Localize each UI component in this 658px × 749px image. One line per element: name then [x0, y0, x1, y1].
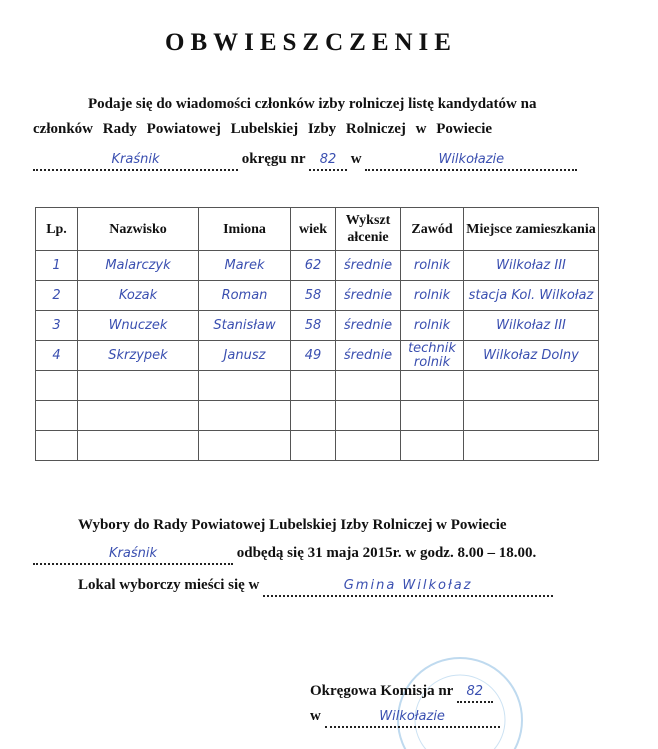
table-cell [36, 341, 78, 371]
header-wiek: wiek [291, 208, 336, 251]
cell-text: Skrzypek [108, 347, 168, 363]
cell-text: 3 [52, 317, 61, 333]
table-cell [36, 281, 78, 311]
table-cell [199, 251, 291, 281]
handwritten-commission-nr: 82 [457, 683, 493, 703]
header-imiona: Imiona [199, 208, 291, 251]
table-cell [199, 401, 291, 431]
cell-text: Wnuczek [108, 317, 168, 333]
table-row [36, 431, 599, 461]
commission-line [310, 680, 493, 703]
table-cell [78, 431, 199, 461]
intro-line-3 [33, 148, 577, 171]
cell-text: Stanisław [213, 317, 276, 333]
table-cell [36, 401, 78, 431]
cell-text: Wilkołaz Dolny [483, 347, 579, 363]
election-date-text: odbędą się 31 maja 2015r. w godz. 8.00 – 18.00. [236, 545, 537, 561]
footer-line-3 [78, 574, 553, 597]
cell-text: 49 [304, 347, 322, 363]
intro-line-1: Podaje się do wiadomości członków izby rolniczej listę kandydatów na [88, 96, 537, 112]
cell-text: 62 [304, 257, 322, 273]
cell-text: średnie [343, 287, 393, 303]
table-row [36, 401, 599, 431]
cell-text: 1 [52, 257, 61, 273]
table-cell [291, 251, 336, 281]
cell-text: Wilkołaz III [496, 257, 566, 273]
candidates-table [35, 207, 599, 461]
lokal-label: Lokal wyborczy mieści się w [78, 577, 260, 593]
cell-text: 2 [52, 287, 61, 303]
table-row [36, 281, 599, 311]
cell-text: Janusz [223, 347, 266, 363]
table-cell [199, 431, 291, 461]
cell-text: rolnik [413, 287, 451, 303]
table-cell [401, 341, 464, 371]
table-cell [401, 281, 464, 311]
cell-text: rolnik [413, 317, 451, 333]
document-title: OBWIESZCZENIE [165, 29, 457, 56]
table-cell [291, 371, 336, 401]
table-cell [291, 341, 336, 371]
table-header-row [36, 208, 599, 251]
commission-w-line [310, 705, 500, 728]
table-cell [464, 251, 599, 281]
table-cell [199, 341, 291, 371]
cell-text: średnie [343, 347, 393, 363]
table-row [36, 251, 599, 281]
table-cell [401, 371, 464, 401]
table-cell [336, 251, 401, 281]
okreg-label: okręgu nr [241, 151, 306, 167]
table-cell [199, 371, 291, 401]
table-cell [401, 311, 464, 341]
table-cell [36, 431, 78, 461]
table-cell [78, 311, 199, 341]
table-cell [336, 341, 401, 371]
table-row [36, 311, 599, 341]
cell-text: Marek [224, 257, 265, 273]
cell-text: rolnik [413, 257, 451, 273]
table-cell [464, 401, 599, 431]
table-cell [291, 281, 336, 311]
cell-text: technik rolnik [408, 340, 456, 370]
intro-line-2: członków Rady Powiatowej Lubelskiej Izby Rolniczej w Powiecie [33, 121, 493, 137]
table-cell [36, 251, 78, 281]
footer-line-2 [33, 542, 536, 565]
table-cell [291, 311, 336, 341]
table-cell [291, 401, 336, 431]
handwritten-lokal: Gmina Wilkołaz [263, 577, 553, 597]
table-cell [36, 311, 78, 341]
table-cell [78, 281, 199, 311]
table-row [36, 371, 599, 401]
commission-label: Okręgowa Komisja nr [310, 683, 454, 699]
handwritten-powiat: Kraśnik [33, 151, 238, 171]
table-cell [78, 251, 199, 281]
table-cell [464, 311, 599, 341]
table-cell [78, 371, 199, 401]
table-cell [336, 431, 401, 461]
table-cell [78, 401, 199, 431]
table-cell [336, 281, 401, 311]
header-miejsce: Miejsce zamieszkania [464, 208, 599, 251]
table-row [36, 341, 599, 371]
table-cell [401, 401, 464, 431]
table-cell [199, 311, 291, 341]
table-cell [336, 371, 401, 401]
cell-text: 4 [52, 347, 61, 363]
table-cell [36, 371, 78, 401]
table-cell [336, 401, 401, 431]
cell-text: Roman [221, 287, 268, 303]
footer-line-1: Wybory do Rady Powiatowej Lubelskiej Izby Rolniczej w Powiecie [78, 517, 507, 533]
table-cell [401, 251, 464, 281]
cell-text: średnie [343, 317, 393, 333]
header-lp: Lp. [36, 208, 78, 251]
table-cell [464, 431, 599, 461]
handwritten-okreg: 82 [309, 151, 347, 171]
cell-text: 58 [304, 287, 322, 303]
handwritten-miejsce: Wilkołazie [365, 151, 577, 171]
commission-w-label: w [310, 708, 321, 724]
cell-text: Malarczyk [105, 257, 171, 273]
handwritten-footer-powiat: Kraśnik [33, 545, 233, 565]
table-cell [401, 431, 464, 461]
cell-text: Wilkołaz III [496, 317, 566, 333]
header-zawod: Zawód [401, 208, 464, 251]
table-cell [464, 371, 599, 401]
cell-text: Kozak [118, 287, 158, 303]
handwritten-commission-miejsce: Wilkołazie [325, 708, 500, 728]
table-cell [291, 431, 336, 461]
header-wyksztalcenie: Wykszt ałcenie [336, 208, 401, 251]
header-nazwisko: Nazwisko [78, 208, 199, 251]
cell-text: średnie [343, 257, 393, 273]
table-cell [336, 311, 401, 341]
cell-text: stacja Kol. Wilkołaz [468, 287, 594, 303]
table-cell [199, 281, 291, 311]
table-cell [78, 341, 199, 371]
table-cell [464, 281, 599, 311]
w-label: w [350, 151, 362, 167]
table-cell [464, 341, 599, 371]
cell-text: 58 [304, 317, 322, 333]
